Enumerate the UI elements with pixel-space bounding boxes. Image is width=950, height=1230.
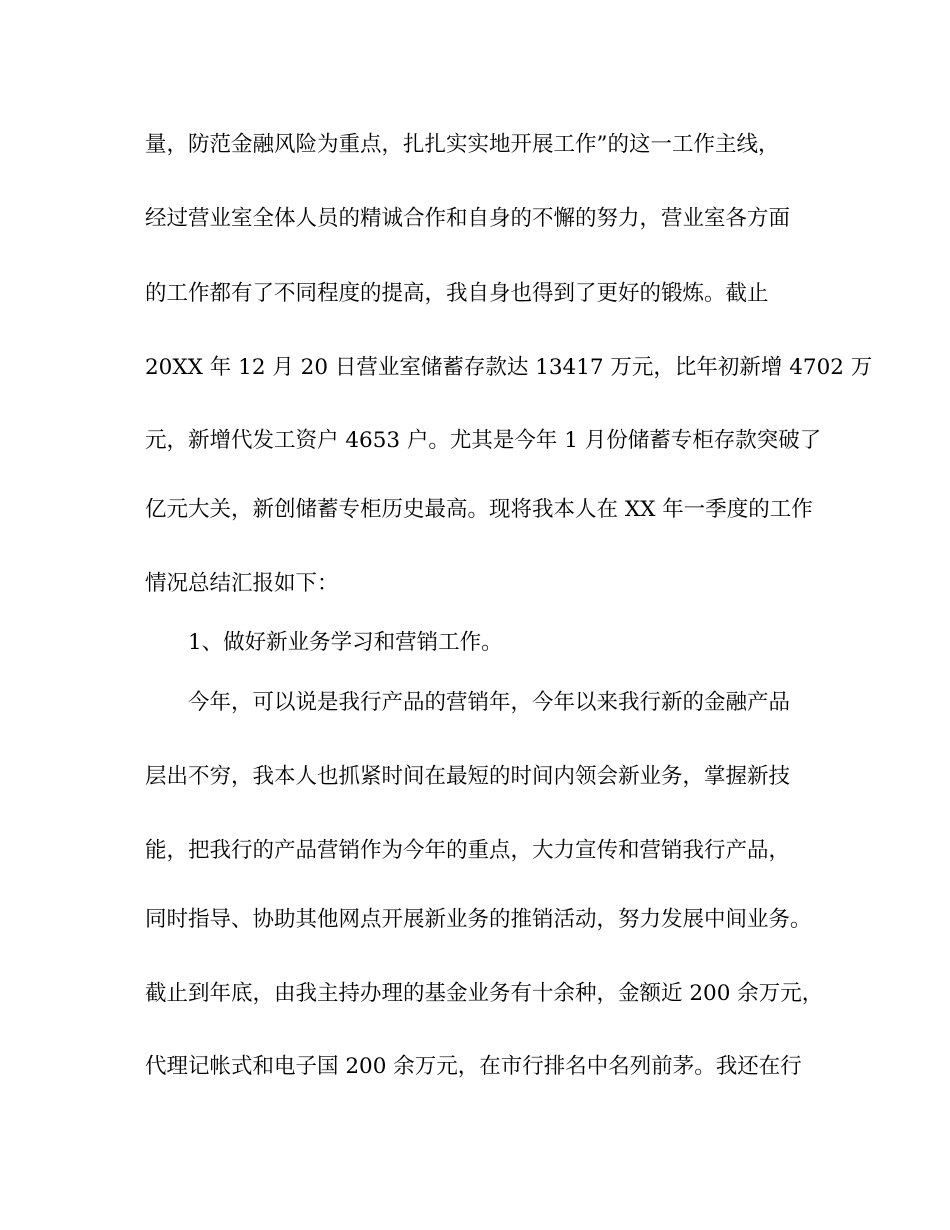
text-line: 代理记帐式和电子国 200 余万元，在市行排名中名列前茅。我还在行 xyxy=(145,1054,802,1079)
text-line: 情况总结汇报如下： xyxy=(145,571,339,596)
text-line: 能，把我行的产品营销作为今年的重点，大力宣传和营销我行产品， xyxy=(145,838,791,863)
text-line: 亿元大关，新创储蓄专柜历史最高。现将我本人在 XX 年一季度的工作 xyxy=(145,497,813,522)
text-line: 同时指导、协助其他网点开展新业务的推销活动，努力发展中间业务。 xyxy=(145,907,812,932)
section-heading: 1、做好新业务学习和营销工作。 xyxy=(188,630,503,655)
text-line: 的工作都有了不同程度的提高，我自身也得到了更好的锻炼。截止 xyxy=(145,281,769,306)
text-line: 截止到年底，由我主持办理的基金业务有十余种，金额近 200 余万元， xyxy=(145,981,824,1006)
paragraph-first-line: 今年，可以说是我行产品的营销年，今年以来我行新的金融产品 xyxy=(188,690,791,715)
text-line: 经过营业室全体人员的精诚合作和自身的不懈的努力，营业室各方面 xyxy=(145,206,791,231)
text-line: 层出不穷，我本人也抓紧时间在最短的时间内领会新业务，掌握新技 xyxy=(145,764,791,789)
text-line: 元，新增代发工资户 4653 户。尤其是今年 1 月份储蓄专柜存款突破了 xyxy=(145,428,822,453)
text-line: 20XX 年 12 月 20 日营业室储蓄存款达 13417 万元，比年初新增 4702 万 xyxy=(145,355,873,380)
text-line: 量，防范金融风险为重点，扎扎实实地开展工作”的这一工作主线， xyxy=(145,132,780,157)
